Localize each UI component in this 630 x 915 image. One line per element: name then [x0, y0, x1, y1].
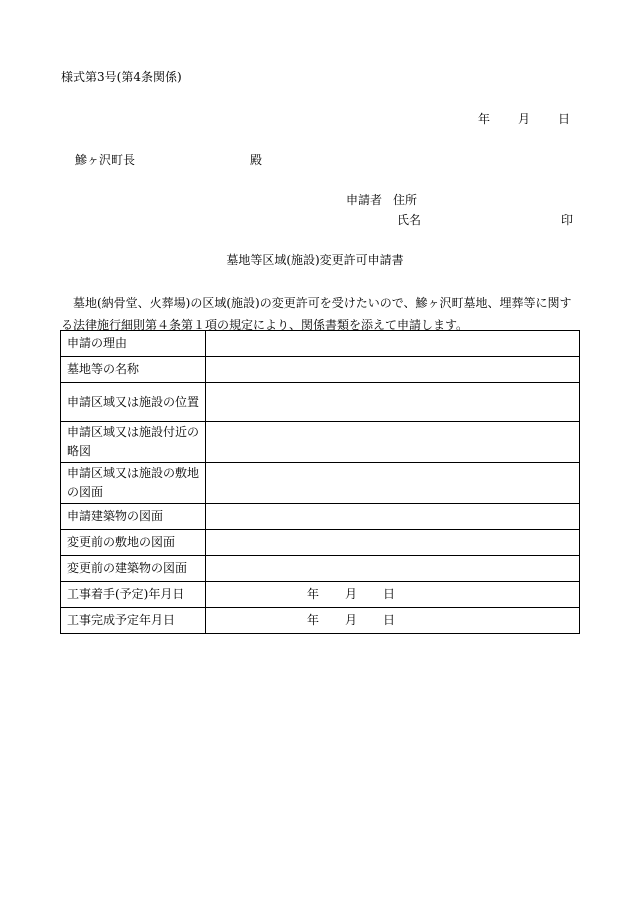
row-label-cemetery-name: 墓地等の名称: [61, 357, 206, 383]
applicant-address-label: 住所: [393, 193, 418, 207]
start-day-label: 日: [383, 587, 396, 601]
field-sketch-map[interactable]: [206, 422, 580, 463]
table-row: [61, 530, 580, 556]
table-row: [61, 383, 580, 422]
table-row: [61, 422, 580, 463]
applicant-name-label: 氏名: [397, 213, 422, 227]
addressee-honorific: 殿: [250, 153, 263, 167]
field-construction-completion-date[interactable]: [206, 608, 580, 634]
completion-day-label: 日: [383, 613, 396, 627]
row-label-reason: 申請の理由: [61, 331, 206, 357]
document-title: 墓地等区域(施設)変更許可申請書: [226, 253, 404, 267]
table-row: [61, 582, 580, 608]
addressee: 鰺ヶ沢町長: [75, 153, 136, 167]
form-number: 様式第3号(第4条関係): [61, 70, 182, 84]
field-construction-start-date[interactable]: [206, 582, 580, 608]
field-location[interactable]: [206, 383, 580, 422]
row-label-location: 申請区域又は施設の位置: [61, 383, 206, 422]
application-table: [60, 330, 580, 634]
completion-month-label: 月: [345, 613, 358, 627]
date-year-label: 年: [477, 112, 490, 126]
applicant-label: 申請者: [346, 193, 383, 207]
application-statement: 墓地(納骨堂、火葬場)の区域(施設)の変更許可を受けたいので、鰺ヶ沢町墓地、埋葬等に関する法律施行細則第４条第１項の規定により、関係書類を添えて申請します。: [61, 296, 572, 332]
table-row: [61, 463, 580, 504]
table-row: [61, 556, 580, 582]
field-reason[interactable]: [206, 331, 580, 357]
completion-year-label: 年: [307, 613, 320, 627]
row-label-building-drawing: 申請建築物の図面: [61, 504, 206, 530]
row-label-previous-building-drawing: 変更前の建築物の図面: [61, 556, 206, 582]
field-previous-building-drawing[interactable]: [206, 556, 580, 582]
start-month-label: 月: [345, 587, 358, 601]
row-label-previous-site-drawing: 変更前の敷地の図面: [61, 530, 206, 556]
table-row: [61, 608, 580, 634]
date-month-label: 月: [517, 112, 530, 126]
table-row: [61, 504, 580, 530]
field-site-drawing[interactable]: [206, 463, 580, 504]
field-previous-site-drawing[interactable]: [206, 530, 580, 556]
row-label-sketch-map: 申請区域又は施設付近の略図: [61, 422, 206, 463]
row-label-construction-completion-date: 工事完成予定年月日: [61, 608, 206, 634]
row-label-site-drawing: 申請区域又は施設の敷地の図面: [61, 463, 206, 504]
date-day-label: 日: [557, 112, 570, 126]
table-row: [61, 331, 580, 357]
seal-label: 印: [561, 213, 574, 227]
field-building-drawing[interactable]: [206, 504, 580, 530]
row-label-construction-start-date: 工事着手(予定)年月日: [61, 582, 206, 608]
submission-date: [478, 110, 570, 127]
table-row: [61, 357, 580, 383]
field-cemetery-name[interactable]: [206, 357, 580, 383]
start-year-label: 年: [307, 587, 320, 601]
